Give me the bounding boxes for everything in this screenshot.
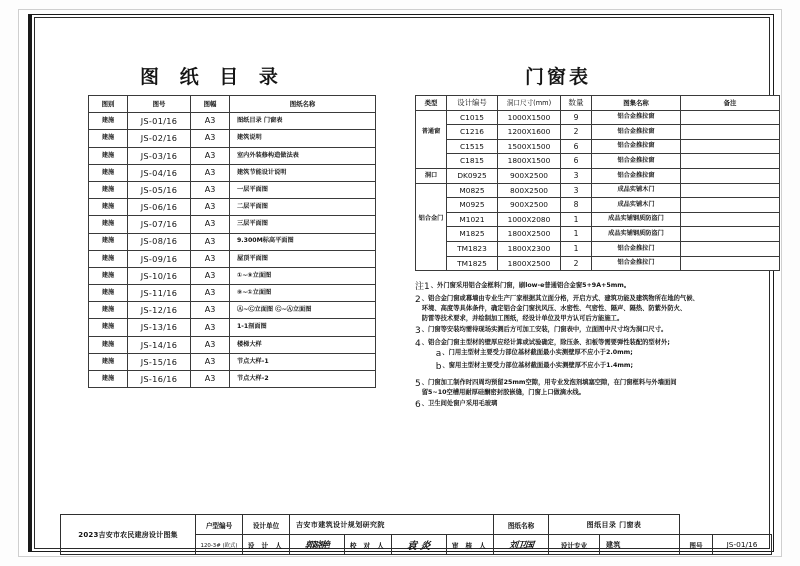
catalog-cell-size: A3	[191, 353, 230, 370]
drawing-no-value: JS-01/16	[713, 535, 772, 555]
window-cell-code: M1825	[447, 227, 498, 242]
table-row	[416, 198, 780, 213]
window-cell-code: C1815	[447, 154, 498, 169]
window-cell-remark	[681, 154, 780, 169]
catalog-cell-type: 建施	[89, 267, 128, 284]
catalog-cell-type: 建施	[89, 371, 128, 388]
window-cell-category	[416, 198, 447, 213]
window-cell-atlas: 成品实铺木门	[592, 183, 681, 198]
notes-section	[415, 283, 735, 414]
window-cell-qty: 9	[561, 110, 592, 125]
catalog-cell-size: A3	[191, 147, 230, 164]
catalog-cell-name: 节点大样-2	[230, 371, 376, 388]
catalog-cell-size: A3	[191, 130, 230, 147]
title-block-row-top	[61, 515, 772, 535]
note-line: 、门窗加工制作时四周均预留25mm空隙，用专业发泡剂填塞空隙，在门窗框料与外墙面间	[421, 379, 677, 387]
window-cell-remark	[681, 212, 780, 227]
catalog-cell-size: A3	[191, 199, 230, 216]
window-cell-qty: 1	[561, 212, 592, 227]
note-index: 注1	[415, 282, 430, 292]
catalog-cell-type: 建施	[89, 113, 128, 130]
note-index: 6	[415, 400, 421, 411]
window-cell-atlas: 铝合金推拉窗	[592, 139, 681, 154]
catalog-cell-number: JS-16/16	[128, 371, 191, 388]
table-row	[416, 154, 780, 169]
table-row	[416, 256, 780, 271]
note-line: 、铝合金门窗或幕墙由专业生产厂家根据其立面分格，开启方式、建筑功能及建筑物所在地的气候、	[421, 295, 699, 303]
catalog-cell-type: 建施	[89, 353, 128, 370]
drawing-catalog-table	[88, 95, 376, 388]
catalog-cell-type: 建施	[89, 216, 128, 233]
note-index: 4	[415, 339, 421, 350]
table-row	[89, 113, 376, 130]
window-cell-atlas: 成品实铺木门	[592, 198, 681, 213]
table-row	[416, 212, 780, 227]
note-index: 5	[415, 379, 421, 390]
catalog-cell-number: JS-05/16	[128, 181, 191, 198]
note-body	[422, 296, 735, 323]
designer-signature-mark: 郭晓艳	[304, 541, 330, 551]
catalog-cell-number: JS-06/16	[128, 199, 191, 216]
catalog-cell-type: 建施	[89, 250, 128, 267]
note-body	[422, 380, 735, 397]
window-cell-remark	[681, 183, 780, 198]
window-cell-dimension: 1800X2500	[498, 256, 561, 271]
window-cell-code: C1515	[447, 139, 498, 154]
window-cell-dimension: 1500X1500	[498, 139, 561, 154]
table-row	[89, 164, 376, 181]
table-row	[416, 125, 780, 140]
window-cell-remark	[681, 198, 780, 213]
design-unit-label: 设计单位	[243, 515, 290, 535]
specialty-label: 设计专业	[549, 535, 600, 555]
catalog-cell-name: Ⓐ~Ⓒ立面图 Ⓒ~Ⓐ立面图	[230, 302, 376, 319]
drawing-name-value: 图纸目录 门窗表	[549, 515, 680, 535]
window-cell-dimension: 900X2500	[498, 198, 561, 213]
window-cell-code: C1216	[447, 125, 498, 140]
window-schedule-table	[415, 95, 780, 271]
window-cell-atlas: 成品实铺钢质防盗门	[592, 212, 681, 227]
catalog-cell-size: A3	[191, 319, 230, 336]
note-index: 2	[415, 295, 421, 306]
window-cell-dimension: 1800X2500	[498, 227, 561, 242]
reviewer-signature	[494, 535, 549, 555]
window-cell-code: DK0925	[447, 168, 498, 183]
catalog-cell-name: 屋顶平面图	[230, 250, 376, 267]
window-cell-dimension: 1000X2080	[498, 212, 561, 227]
table-row	[416, 183, 780, 198]
note-index: 3	[415, 325, 421, 336]
window-cell-qty: 2	[561, 125, 592, 140]
catalog-cell-type: 建施	[89, 199, 128, 216]
note-subtext: 、窗用主型材主要受力部位基材截面最小实测壁厚不应小于1.4mm;	[442, 362, 633, 370]
catalog-cell-type: 建施	[89, 319, 128, 336]
note-subindex: a	[435, 349, 442, 360]
note-subtext: 、门用主型材主要受力部位基材截面最小实测壁厚不应小于2.0mm;	[442, 349, 633, 357]
window-cell-dimension: 800X2500	[498, 183, 561, 198]
institute-name: 吉安市建筑设计规划研究院	[290, 515, 494, 535]
checker-signature-mark: 袁 炎	[406, 541, 432, 552]
note-item	[415, 340, 735, 376]
note-line: 防雷等技术要求，并绘制加工图纸，经设计单位及甲方认可后方能施工。	[421, 315, 624, 323]
drawing-name-label: 图纸名称	[494, 515, 549, 535]
window-schedule-title: 门窗表	[525, 66, 592, 88]
catalog-cell-name: 9.300M标高平面图	[230, 233, 376, 250]
catalog-cell-number: JS-13/16	[128, 319, 191, 336]
catalog-cell-size: A3	[191, 371, 230, 388]
window-cell-remark	[681, 110, 780, 125]
drawing-no-label: 图号	[680, 535, 713, 555]
window-cell-category	[416, 227, 447, 242]
catalog-cell-size: A3	[191, 285, 230, 302]
window-cell-code: TM1823	[447, 241, 498, 256]
note-body	[422, 401, 735, 408]
window-cell-category	[416, 183, 447, 198]
specialty-value: 建筑	[600, 535, 680, 555]
window-cell-atlas: 铝合金推拉窗	[592, 154, 681, 169]
table-row	[416, 110, 780, 125]
title-block	[60, 514, 772, 555]
catalog-cell-name: ①~⑨立面图	[230, 267, 376, 284]
catalog-cell-size: A3	[191, 267, 230, 284]
catalog-cell-type: 建施	[89, 130, 128, 147]
catalog-cell-name: 三层平面图	[230, 216, 376, 233]
window-cell-qty: 6	[561, 139, 592, 154]
table-row	[89, 199, 376, 216]
table-row	[89, 336, 376, 353]
catalog-cell-name: 二层平面图	[230, 199, 376, 216]
catalog-cell-number: JS-11/16	[128, 285, 191, 302]
note-subitem	[436, 363, 735, 372]
table-row	[89, 216, 376, 233]
window-header-code: 设计编号	[447, 96, 498, 111]
table-header-row	[416, 96, 780, 111]
catalog-cell-type: 建施	[89, 147, 128, 164]
window-cell-code: M0925	[447, 198, 498, 213]
note-subitem	[436, 350, 735, 359]
window-cell-remark	[681, 125, 780, 140]
catalog-cell-name: ⑨~①立面图	[230, 285, 376, 302]
table-header-row	[89, 96, 376, 113]
note-item	[415, 283, 735, 292]
catalog-cell-size: A3	[191, 113, 230, 130]
table-row	[89, 319, 376, 336]
window-cell-code: C1015	[447, 110, 498, 125]
window-cell-atlas: 铝合金推拉窗	[592, 168, 681, 183]
window-cell-qty: 3	[561, 183, 592, 198]
catalog-cell-number: JS-03/16	[128, 147, 191, 164]
catalog-cell-name: 室内外装修构造做法表	[230, 147, 376, 164]
table-row	[89, 267, 376, 284]
table-row	[89, 353, 376, 370]
window-cell-category: 铝合金门	[416, 212, 447, 227]
table-row	[89, 285, 376, 302]
catalog-cell-number: JS-09/16	[128, 250, 191, 267]
catalog-cell-number: JS-12/16	[128, 302, 191, 319]
catalog-cell-name: 建筑节能设计说明	[230, 164, 376, 181]
catalog-cell-size: A3	[191, 302, 230, 319]
note-body	[422, 327, 735, 334]
designer-label: 设 计 人	[243, 535, 290, 555]
window-header-remark: 备注	[681, 96, 780, 111]
window-cell-atlas: 铝合金推拉门	[592, 241, 681, 256]
window-header-atlas: 图集名称	[592, 96, 681, 111]
table-row	[89, 371, 376, 388]
catalog-cell-name: 1-1剖面图	[230, 319, 376, 336]
note-item	[415, 296, 735, 323]
catalog-cell-name: 建筑说明	[230, 130, 376, 147]
catalog-cell-number: JS-01/16	[128, 113, 191, 130]
note-body	[422, 340, 735, 376]
catalog-cell-number: JS-07/16	[128, 216, 191, 233]
window-cell-dimension: 1800X1500	[498, 154, 561, 169]
window-cell-dimension: 900X2500	[498, 168, 561, 183]
note-line: 、门窗等安装均需待现场实测后方可加工安装，门窗表中，立面图中尺寸均为洞口尺寸。	[421, 325, 668, 333]
window-cell-remark	[681, 139, 780, 154]
window-cell-code: M0825	[447, 183, 498, 198]
note-item	[415, 401, 735, 410]
window-header-qty: 数量	[561, 96, 592, 111]
window-cell-remark	[681, 241, 780, 256]
catalog-cell-name: 节点大样-1	[230, 353, 376, 370]
reviewer-signature-mark: 刘卫国	[508, 541, 534, 551]
catalog-cell-type: 建施	[89, 285, 128, 302]
house-type-value: 120-3# (欧式)	[196, 535, 243, 555]
window-cell-dimension: 1200X1600	[498, 125, 561, 140]
table-row	[416, 241, 780, 256]
window-cell-category: 洞口	[416, 168, 447, 183]
catalog-header-name: 图纸名称	[230, 96, 376, 113]
checker-signature	[392, 535, 447, 555]
window-cell-qty: 1	[561, 241, 592, 256]
note-line: 、外门窗采用铝合金框料门窗，刷low-e普通铝合金窗5+9A+5mm。	[430, 282, 631, 289]
note-item	[415, 380, 735, 397]
house-type-label: 户型编号	[196, 515, 243, 535]
window-cell-qty: 2	[561, 256, 592, 271]
reviewer-label: 审 核 人	[447, 535, 494, 555]
designer-signature	[290, 535, 345, 555]
window-cell-remark	[681, 227, 780, 242]
window-cell-code: M1021	[447, 212, 498, 227]
window-cell-code: TM1825	[447, 256, 498, 271]
window-cell-dimension: 1800X2300	[498, 241, 561, 256]
catalog-cell-type: 建施	[89, 233, 128, 250]
window-cell-remark	[681, 168, 780, 183]
note-line: 、卫生间处窗户采用毛玻璃	[421, 400, 498, 408]
window-cell-atlas: 铝合金推拉窗	[592, 125, 681, 140]
checker-label: 校 对 人	[345, 535, 392, 555]
catalog-cell-size: A3	[191, 216, 230, 233]
catalog-cell-size: A3	[191, 233, 230, 250]
window-cell-category: 普通窗	[416, 125, 447, 140]
catalog-cell-size: A3	[191, 181, 230, 198]
catalog-cell-type: 建施	[89, 164, 128, 181]
catalog-title: 图 纸 目 录	[140, 66, 285, 88]
table-row	[89, 130, 376, 147]
window-header-category: 类型	[416, 96, 447, 111]
window-cell-qty: 3	[561, 168, 592, 183]
catalog-cell-number: JS-08/16	[128, 233, 191, 250]
catalog-cell-type: 建施	[89, 181, 128, 198]
note-line: 、铝合金门窗主型材的壁厚应经计算或试验确定，除压条、扣板等需要弹性装配的型材外;	[421, 339, 670, 347]
note-line: 环境、高度等具体条件，确定铝合金门窗抗风压、水密性、气密性、隔声、隔热、防紫外防火、	[421, 305, 687, 313]
table-row	[416, 168, 780, 183]
catalog-cell-type: 建施	[89, 302, 128, 319]
window-cell-atlas: 铝合金推拉窗	[592, 110, 681, 125]
catalog-header-number: 图号	[128, 96, 191, 113]
window-cell-atlas: 成品实铺钢质防盗门	[592, 227, 681, 242]
note-body	[431, 283, 735, 290]
window-cell-category	[416, 139, 447, 154]
note-subindex: b	[435, 362, 442, 373]
window-cell-qty: 8	[561, 198, 592, 213]
catalog-cell-size: A3	[191, 164, 230, 181]
note-item	[415, 327, 735, 336]
window-header-dimension: 洞口尺寸(mm)	[498, 96, 561, 111]
table-row	[89, 181, 376, 198]
window-cell-category	[416, 241, 447, 256]
table-row	[89, 233, 376, 250]
catalog-cell-size: A3	[191, 336, 230, 353]
table-row	[89, 250, 376, 267]
window-cell-remark	[681, 256, 780, 271]
catalog-header-type: 图别	[89, 96, 128, 113]
window-cell-qty: 6	[561, 154, 592, 169]
table-row	[416, 139, 780, 154]
window-cell-atlas: 铝合金推拉门	[592, 256, 681, 271]
catalog-cell-number: JS-10/16	[128, 267, 191, 284]
table-row	[89, 147, 376, 164]
catalog-cell-name: 一层平面图	[230, 181, 376, 198]
catalog-cell-number: JS-14/16	[128, 336, 191, 353]
catalog-cell-number: JS-02/16	[128, 130, 191, 147]
window-cell-category	[416, 154, 447, 169]
catalog-cell-name: 图纸目录 门窗表	[230, 113, 376, 130]
catalog-cell-name: 楼梯大样	[230, 336, 376, 353]
window-cell-category	[416, 110, 447, 125]
catalog-cell-number: JS-15/16	[128, 353, 191, 370]
table-row	[416, 227, 780, 242]
window-cell-qty: 1	[561, 227, 592, 242]
table-row	[89, 302, 376, 319]
window-cell-category	[416, 256, 447, 271]
window-cell-dimension: 1000X1500	[498, 110, 561, 125]
note-line: 留5~10空槽用耐厚硅酮密封胶嵌缝，门窗上口做滴水线。	[421, 389, 585, 397]
catalog-cell-size: A3	[191, 250, 230, 267]
catalog-header-size: 图幅	[191, 96, 230, 113]
catalog-cell-number: JS-04/16	[128, 164, 191, 181]
catalog-cell-type: 建施	[89, 336, 128, 353]
atlas-name: 2023吉安市农民建房设计图集	[61, 515, 196, 555]
